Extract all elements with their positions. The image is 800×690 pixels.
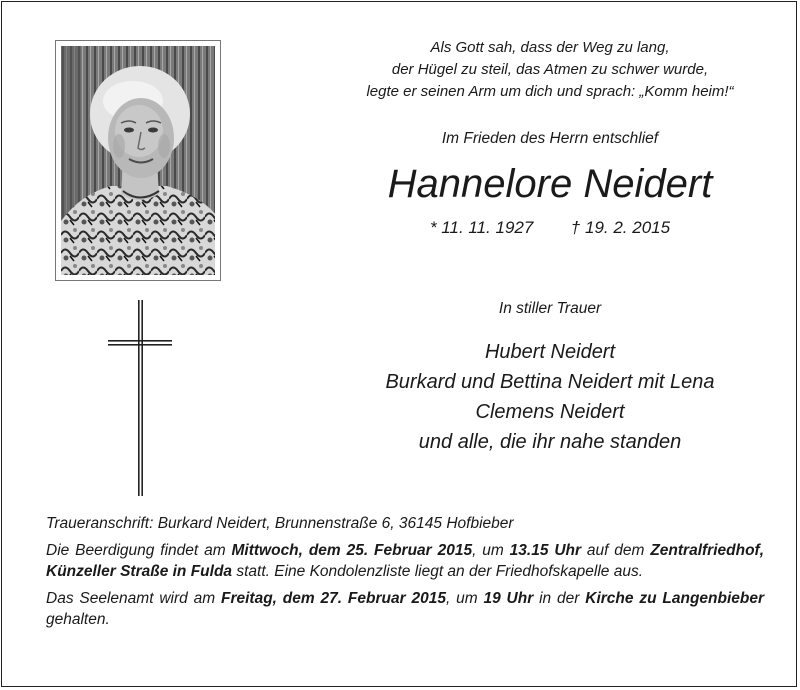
requiem-time: 19 Uhr [483, 590, 534, 607]
funeral-text: , um [472, 542, 510, 559]
mourner-name: und alle, die ihr nahe standen [418, 431, 682, 453]
requiem-text: , um [445, 590, 484, 607]
requiem-text: in der [533, 590, 586, 607]
funeral-text: auf dem [581, 542, 651, 559]
cross-icon [100, 298, 180, 498]
requiem-location: Kirche zu Langenbieber [585, 590, 765, 607]
requiem-date: Freitag, dem 27. Februar 2015 [220, 590, 446, 607]
poem [300, 37, 800, 103]
poem-line: legte er seinen Arm um dich und sprach: „Komm heim!“ [366, 83, 734, 100]
portrait-photo [55, 40, 221, 281]
mourning-intro: In stiller Trauer [498, 300, 602, 317]
life-dates [300, 218, 800, 238]
mourning-address: Traueranschrift: Burkard Neidert, Brunnenstraße 6, 36145 Hofbieber [46, 515, 514, 532]
death-intro: Im Frieden des Herrn entschlief [441, 130, 659, 147]
funeral-details [46, 513, 764, 636]
poem-line: der Hügel zu steil, das Atmen zu schwer wurde, [391, 61, 709, 78]
poem-line: Als Gott sah, dass der Weg zu lang, [430, 39, 670, 56]
death-date: 19. 2. 2015 [584, 218, 671, 237]
birth-icon: * [429, 218, 437, 237]
mourners-list [300, 337, 800, 457]
birth-date: 11. 11. 1927 [441, 218, 534, 237]
mourner-name: Burkard und Bettina Neidert mit Lena [385, 371, 715, 393]
portrait-image [61, 46, 215, 275]
deceased-name: Hannelore Neidert [387, 162, 713, 206]
funeral-text: statt. Eine Kondolenzliste liegt an der Friedhofskapelle aus. [232, 563, 644, 580]
requiem-text: gehalten. [46, 611, 110, 628]
mourner-name: Clemens Neidert [475, 401, 625, 423]
death-icon: † [570, 218, 581, 237]
requiem-text: Das Seelenamt wird am [46, 590, 221, 607]
mourner-name: Hubert Neidert [484, 341, 616, 363]
funeral-date: Mittwoch, dem 25. Februar 2015 [231, 542, 473, 559]
requiem-info [46, 588, 764, 630]
funeral-text: Die Beerdigung findet am [46, 542, 232, 559]
funeral-time: 13.15 Uhr [509, 542, 582, 559]
funeral-location: Zentralfriedhof, Künzeller Straße in Fulda [46, 542, 765, 580]
funeral-info [46, 540, 764, 582]
